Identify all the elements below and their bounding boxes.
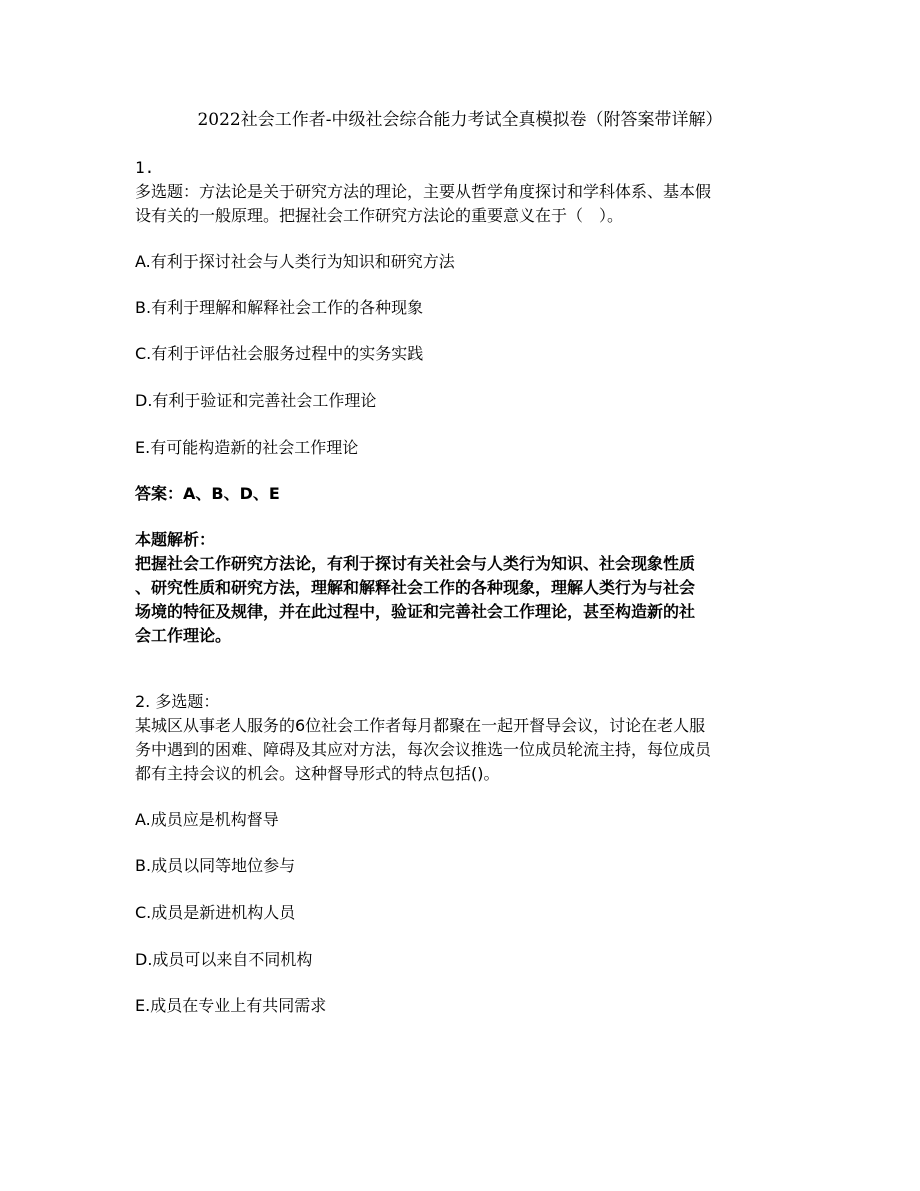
question-1-analysis-heading: 本题解析： xyxy=(135,530,216,549)
question-2-option-b: B.成员以同等地位参与 xyxy=(135,856,296,875)
question-2-option-e: E.成员在专业上有共同需求 xyxy=(135,996,327,1015)
question-1-stem-line-1: 多选题：方法论是关于研究方法的理论，主要从哲学角度探讨和学科体系、基本假 xyxy=(135,182,712,201)
document-title: 2022社会工作者-中级社会综合能力考试全真模拟卷（附答案带详解） xyxy=(197,110,723,130)
question-2-stem-line-1: 某城区从事老人服务的6位社会工作者每月都聚在一起开督导会议，讨论在老人服 xyxy=(135,716,706,735)
question-2-option-a: A.成员应是机构督导 xyxy=(135,810,279,829)
question-2-option-c: C.成员是新进机构人员 xyxy=(135,903,296,922)
question-1-answer: 答案：A、B、D、E xyxy=(135,484,280,503)
question-1-option-d: D.有利于验证和完善社会工作理论 xyxy=(135,391,377,410)
question-1-option-e: E.有可能构造新的社会工作理论 xyxy=(135,438,359,457)
question-1-analysis-line-1: 把握社会工作研究方法论，有利于探讨有关社会与人类行为知识、社会现象性质 xyxy=(135,554,696,573)
question-2-stem-line-2: 务中遇到的困难、障碍及其应对方法，每次会议推选一位成员轮流主持，每位成员 xyxy=(135,740,712,759)
question-2-option-d: D.成员可以来自不同机构 xyxy=(135,950,313,969)
question-1-number: 1. xyxy=(135,158,155,177)
question-1-analysis-line-3: 场境的特征及规律，并在此过程中，验证和完善社会工作理论，甚至构造新的社 xyxy=(135,602,696,621)
question-1-analysis-line-2: 、研究性质和研究方法，理解和解释社会工作的各种现象，理解人类行为与社会 xyxy=(135,578,696,597)
question-1-option-b: B.有利于理解和解释社会工作的各种现象 xyxy=(135,298,424,317)
question-1-stem-line-2: 设有关的一般原理。把握社会工作研究方法论的重要意义在于（ ）。 xyxy=(135,206,624,225)
question-2-number: 2. 多选题： xyxy=(135,692,220,711)
question-1-option-a: A.有利于探讨社会与人类行为知识和研究方法 xyxy=(135,252,455,271)
question-1-analysis-line-4: 会工作理论。 xyxy=(135,626,232,645)
question-1-option-c: C.有利于评估社会服务过程中的实务实践 xyxy=(135,344,424,363)
question-2-stem-line-3: 都有主持会议的机会。这种督导形式的特点包括()。 xyxy=(135,764,500,783)
